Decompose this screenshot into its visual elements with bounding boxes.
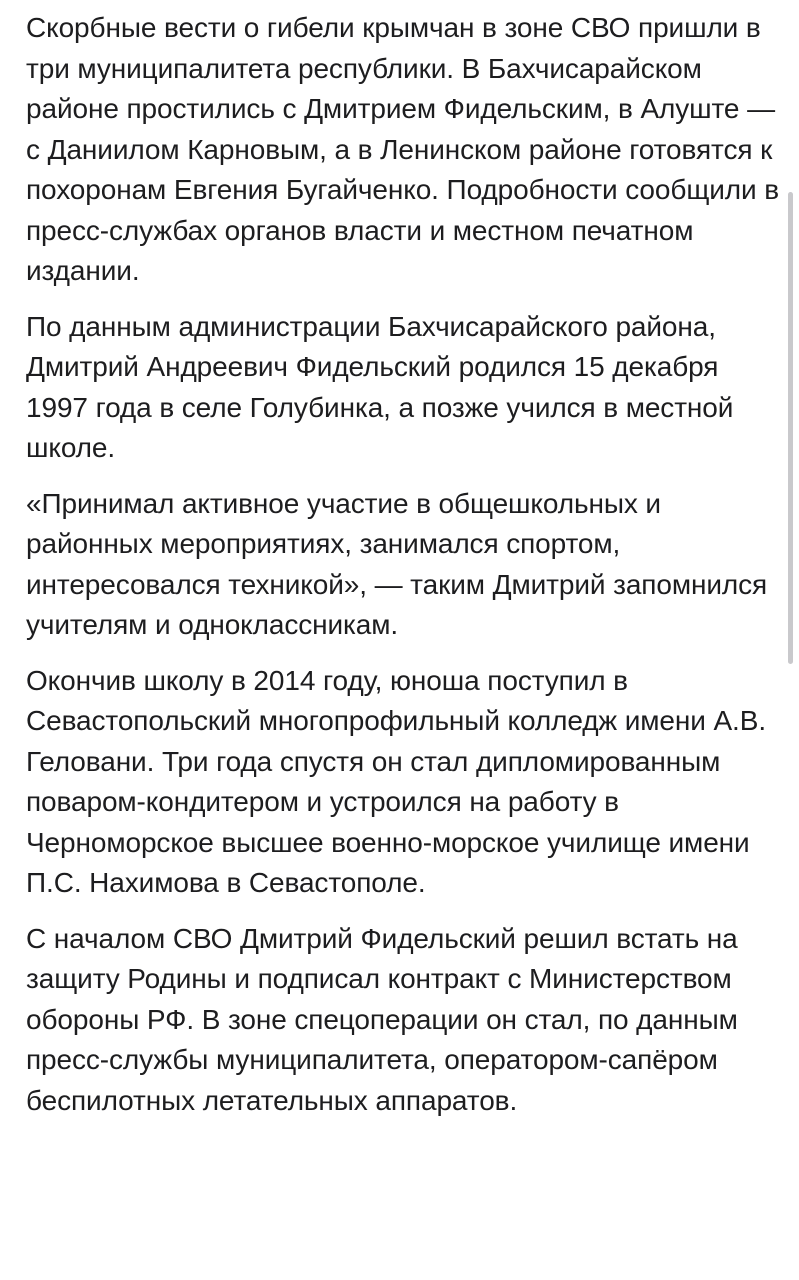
article-paragraph-5: С началом СВО Дмитрий Фидельский решил встать на защиту Родины и подписал контракт с Министерством обороны РФ. В зоне спецоперации он стал, по данным пресс-службы муниципалитета, оператором-сапёром беспилотных летательных аппаратов. bbox=[26, 922, 738, 1116]
article-body bbox=[26, 8, 781, 1136]
article-paragraph-1: Скорбные вести о гибели крымчан в зоне СВО пришли в три муниципалитета республики. В Бахчисарайском районе простились с Дмитрием Фидельским, в Алуште — с Даниилом Карновым, а в Ленинском районе готовятся к похоронам Евгения Бугайченко. Подробности сообщили в пресс-службах органов власти и местном печатном издании. bbox=[26, 12, 780, 286]
article-paragraph-4: Окончив школу в 2014 году, юноша поступил в Севастопольский многопрофильный колледж имени А.В. Геловани. Три года спустя он стал дипломированным поваром-кондитером и устроился на работу в Черноморское высшее военно-морское училище имени П.С. Нахимова в Севастополе. bbox=[26, 664, 766, 898]
article-paragraph-3: «Принимал активное участие в общешкольных и районных мероприятиях, занимался спортом, интересовался техникой», — таким Дмитрий запомнился учителям и одноклассникам. bbox=[26, 487, 768, 640]
scrollbar-thumb[interactable] bbox=[788, 192, 793, 664]
article-paragraph-2: По данным администрации Бахчисарайского района, Дмитрий Андреевич Фидельский родился 15 декабря 1997 года в селе Голубинка, а позже учился в местной школе. bbox=[26, 310, 734, 463]
